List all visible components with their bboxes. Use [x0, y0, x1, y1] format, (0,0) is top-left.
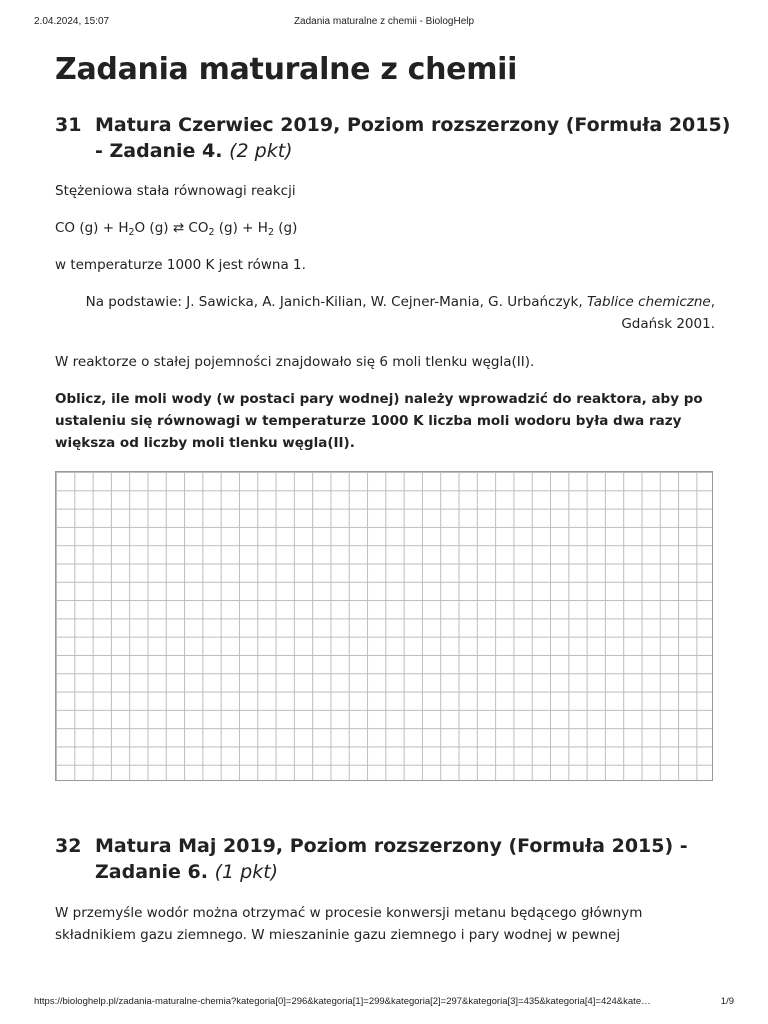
page-title: Zadania maturalne z chemii [55, 52, 518, 87]
print-footer [0, 996, 768, 1010]
source-citation: Na podstawie: J. Sawicka, A. Janich-Kilian, W. Cejner-Mania, G. Urbańczyk, Tablice chemiczne, Gdańsk 2001. [85, 294, 715, 332]
task-31-points: (2 pkt) [229, 140, 293, 162]
task-32-heading [55, 833, 735, 885]
task-32-points: (1 pkt) [214, 861, 279, 883]
print-url: https://biologhelp.pl/zadania-maturalne-chemia?kategoria[0]=296&kategoria[1]=299&kategoria[2]=297&kategoria[3]=435&kategoria[4]=424&kate… [34, 996, 651, 1007]
task-32-number: 32 [55, 835, 82, 857]
source-book-title: Tablice chemiczne [586, 294, 711, 310]
task-31-condition: w temperaturze 1000 K jest równa 1. [55, 257, 306, 273]
task-31-title: Matura Czerwiec 2019, Poziom rozszerzony (Formuła 2015) - Zadanie 4. [95, 114, 731, 162]
print-datetime: 2.04.2024, 15:07 [34, 16, 110, 27]
reaction-equation: CO $(g) + H_2O$ (g) ⇄ $CO_2$ $(g) + H_2$ (g) [55, 220, 298, 238]
task-32-text: W przemyśle wodór można otrzymać w procesie konwersji metanu będącego głównym składnikiem gazu ziemnego. W mieszaninie gazu ziemnego i pary wodnej w pewnej [55, 905, 643, 943]
task-31-reactor-info: W reaktorze o stałej pojemności znajdowało się 6 moli tlenku węgla(II). [55, 354, 535, 370]
task-31-intro: Stężeniowa stała równowagi reakcji [55, 183, 296, 199]
task-32-title: Matura Maj 2019, Poziom rozszerzony (Formuła 2015) - Zadanie 6. [95, 835, 688, 883]
answer-grid[interactable] [55, 471, 713, 781]
task-31-number: 31 [55, 114, 82, 136]
page-number: 1/9 [720, 996, 734, 1007]
print-page-title: Zadania maturalne z chemii - BiologHelp [293, 16, 475, 27]
print-header [0, 16, 768, 30]
task-31-heading [55, 112, 735, 164]
task-31-instruction: Oblicz, ile moli wody (w postaci pary wodnej) należy wprowadzić do reaktora, aby po ustaleniu się równowagi w temperaturze 1000 K liczba moli wodoru była dwa razy większa od liczby moli tlenku węgla(II). [55, 391, 703, 451]
